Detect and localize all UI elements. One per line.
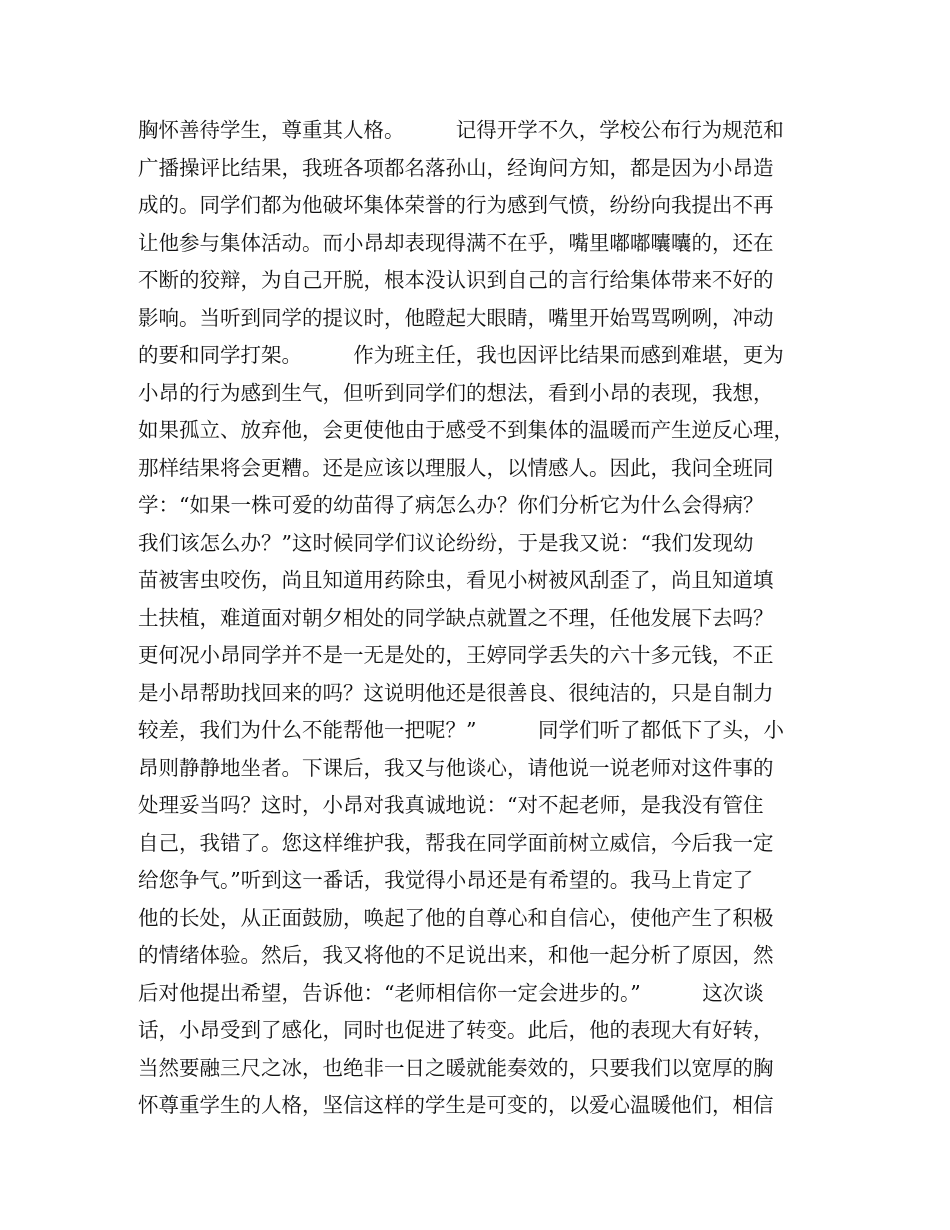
text-line: 土扶植，难道面对朝夕相处的同学缺点就置之不理，任他发展下去吗？ — [138, 605, 774, 630]
body-text — [138, 112, 828, 1125]
text-line: 让他参与集体活动。而小昂却表现得满不在乎，嘴里嘟嘟囔囔的，还在 — [138, 230, 774, 255]
text-line: 更何况小昂同学并不是一无是处的，王婷同学丢失的六十多元钱，不正 — [138, 643, 774, 667]
text-line: 如果孤立、放弃他，会更使他由于感受不到集体的温暖而产生逆反心理， — [138, 418, 794, 442]
text-line: 是小昂帮助找回来的吗？这说明他还是很善良、很纯洁的，只是自制力 — [138, 680, 774, 705]
text-line: 昂则静静地坐者。下课后，我又与他谈心，请他说一说老师对这件事的 — [138, 755, 774, 780]
text-line: 自己，我错了。您这样维护我，帮我在同学面前树立威信，今后我一定 — [138, 830, 774, 855]
text-line: 话，小昂受到了感化，同时也促进了转变。此后，他的表现大有好转， — [138, 1018, 774, 1042]
text-line: 成的。同学们都为他破坏集体荣誉的行为感到气愤，纷纷向我提出不再 — [138, 193, 774, 217]
text-line: 不断的狡辩，为自己开脱，根本没认识到自己的言行给集体带来不好的 — [138, 268, 774, 292]
text-line: 小昂的行为感到生气，但听到同学们的想法，看到小昂的表现，我想， — [138, 380, 774, 405]
text-line: 胸怀善待学生，尊重其人格。 记得开学不久，学校公布行为规范和 — [138, 118, 784, 142]
text-line: 怀尊重学生的人格，坚信这样的学生是可变的，以爱心温暖他们，相信 — [138, 1093, 774, 1117]
text-line: 较差，我们为什么不能帮他一把呢？” 同学们听了都低下了头，小 — [138, 718, 784, 742]
text-line: 处理妥当吗？这时，小昂对我真诚地说：“对不起老师，是我没有管住 — [138, 793, 764, 817]
text-line: 那样结果将会更糟。还是应该以理服人，以情感人。因此，我问全班同 — [138, 455, 774, 480]
text-line: 他的长处，从正面鼓励，唤起了他的自尊心和自信心，使他产生了积极 — [138, 905, 774, 930]
text-line: 当然要融三尺之冰，也绝非一日之暖就能奏效的，只要我们以宽厚的胸 — [138, 1055, 774, 1080]
text-line: 给您争气。”听到这一番话，我觉得小昂还是有希望的。我马上肯定了 — [138, 868, 754, 892]
text-line: 的要和同学打架。 作为班主任，我也因评比结果而感到难堪，更为 — [138, 343, 784, 367]
text-line: 苗被害虫咬伤，尚且知道用药除虫，看见小树被风刮歪了，尚且知道填 — [138, 568, 774, 592]
text-line: 后对他提出希望，告诉他：“老师相信你一定会进步的。” 这次谈 — [138, 980, 764, 1005]
text-line: 影响。当听到同学的提议时，他瞪起大眼睛，嘴里开始骂骂咧咧，冲动 — [138, 305, 774, 330]
text-line: 学：“如果一株可爱的幼苗得了病怎么办？你们分析它为什么会得病？ — [138, 493, 764, 517]
text-line: 广播操评比结果，我班各项都名落孙山，经询问方知，都是因为小昂造 — [138, 155, 774, 180]
text-line: 的情绪体验。然后，我又将他的不足说出来，和他一起分析了原因，然 — [138, 943, 774, 967]
text-line: 我们该怎么办？”这时候同学们议论纷纷，于是我又说：“我们发现幼 — [138, 530, 754, 555]
